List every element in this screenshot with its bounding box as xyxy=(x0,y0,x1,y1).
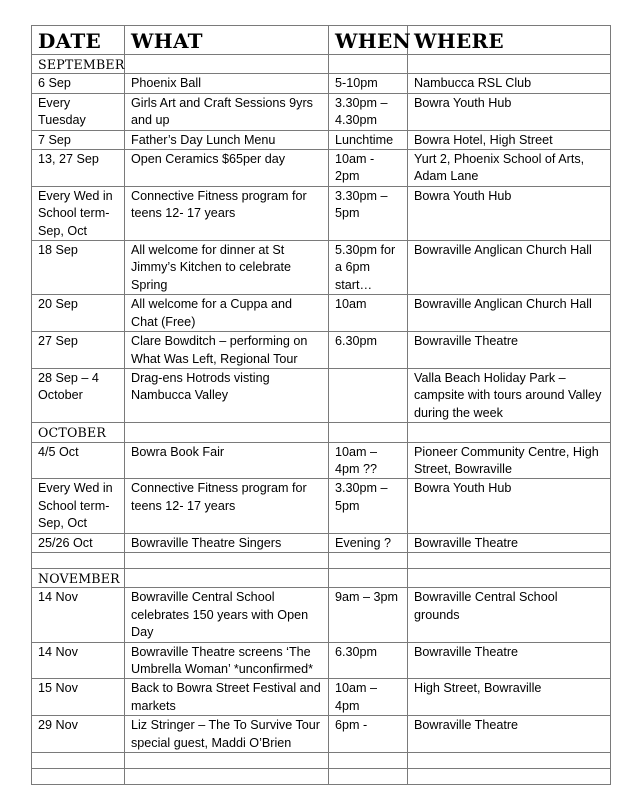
event-row xyxy=(32,150,611,187)
event-date-cell: 27 Sep xyxy=(32,332,125,369)
empty-cell xyxy=(408,753,611,769)
event-date-cell: 14 Nov xyxy=(32,642,125,679)
event-date-cell: Every Wed in School term- Sep, Oct xyxy=(32,186,125,240)
event-row xyxy=(32,295,611,332)
event-date-cell: Every Tuesday xyxy=(32,93,125,130)
empty-cell xyxy=(329,769,408,785)
event-what-cell: Liz Stringer – The To Survive Tour special guest, Maddi O’Brien xyxy=(125,716,329,753)
event-when-cell: 6.30pm xyxy=(329,332,408,369)
empty-cell xyxy=(32,769,125,785)
event-where-cell: Valla Beach Holiday Park – campsite with tours around Valley during the week xyxy=(408,368,611,422)
event-date-cell: 25/26 Oct xyxy=(32,533,125,552)
header-when: WHEN xyxy=(329,26,408,55)
event-row xyxy=(32,130,611,149)
event-what-cell: Back to Bowra Street Festival and markets xyxy=(125,679,329,716)
event-when-cell: 3.30pm – 4.30pm xyxy=(329,93,408,130)
event-date-cell: 4/5 Oct xyxy=(32,442,125,479)
event-date-cell: 20 Sep xyxy=(32,295,125,332)
event-when-cell: 10am – 4pm ?? xyxy=(329,442,408,479)
event-what-cell: Connective Fitness program for teens 12- 17 years xyxy=(125,479,329,533)
empty-cell xyxy=(125,568,329,587)
empty-cell xyxy=(408,769,611,785)
events-table xyxy=(31,25,611,785)
event-when-cell xyxy=(329,368,408,422)
header-date: DATE xyxy=(32,26,125,55)
event-where-cell: Bowra Youth Hub xyxy=(408,93,611,130)
empty-cell xyxy=(125,753,329,769)
event-where-cell: Pioneer Community Centre, High Street, Bowraville xyxy=(408,442,611,479)
event-what-cell: Father’s Day Lunch Menu xyxy=(125,130,329,149)
empty-cell xyxy=(329,423,408,442)
event-date-cell: 7 Sep xyxy=(32,130,125,149)
header-where: WHERE xyxy=(408,26,611,55)
month-label: SEPTEMBER xyxy=(32,55,125,74)
event-row xyxy=(32,533,611,552)
month-section-row xyxy=(32,423,611,442)
empty-cell xyxy=(125,55,329,74)
event-row xyxy=(32,74,611,93)
header-row xyxy=(32,26,611,55)
header-what: WHAT xyxy=(125,26,329,55)
event-what-cell: Drag-ens Hotrods visting Nambucca Valley xyxy=(125,368,329,422)
event-when-cell: 3.30pm – 5pm xyxy=(329,186,408,240)
event-what-cell: Bowraville Theatre Singers xyxy=(125,533,329,552)
empty-cell xyxy=(329,552,408,568)
empty-cell xyxy=(125,769,329,785)
event-when-cell: 3.30pm – 5pm xyxy=(329,479,408,533)
empty-cell xyxy=(408,423,611,442)
event-what-cell: All welcome for a Cuppa and Chat (Free) xyxy=(125,295,329,332)
event-date-cell: 28 Sep – 4 October xyxy=(32,368,125,422)
event-row xyxy=(32,442,611,479)
empty-cell xyxy=(32,753,125,769)
event-row xyxy=(32,716,611,753)
event-when-cell: 5.30pm for a 6pm start… xyxy=(329,241,408,295)
event-where-cell: Bowraville Theatre xyxy=(408,533,611,552)
empty-cell xyxy=(125,552,329,568)
month-section-row xyxy=(32,55,611,74)
spacer-row xyxy=(32,769,611,785)
spacer-row xyxy=(32,753,611,769)
event-where-cell: Bowra Youth Hub xyxy=(408,186,611,240)
event-where-cell: Bowraville Theatre xyxy=(408,332,611,369)
event-what-cell: Bowraville Theatre screens ‘The Umbrella Woman’ *unconfirmed* xyxy=(125,642,329,679)
event-where-cell: Yurt 2, Phoenix School of Arts, Adam Lane xyxy=(408,150,611,187)
event-where-cell: High Street, Bowraville xyxy=(408,679,611,716)
event-when-cell: 6pm - xyxy=(329,716,408,753)
event-what-cell: Open Ceramics $65per day xyxy=(125,150,329,187)
event-what-cell: Girls Art and Craft Sessions 9yrs and up xyxy=(125,93,329,130)
event-what-cell: Bowra Book Fair xyxy=(125,442,329,479)
event-row xyxy=(32,93,611,130)
event-where-cell: Nambucca RSL Club xyxy=(408,74,611,93)
event-what-cell: All welcome for dinner at St Jimmy’s Kitchen to celebrate Spring xyxy=(125,241,329,295)
event-row xyxy=(32,241,611,295)
event-date-cell: 13, 27 Sep xyxy=(32,150,125,187)
empty-cell xyxy=(408,55,611,74)
month-label: OCTOBER xyxy=(32,423,125,442)
event-what-cell: Connective Fitness program for teens 12- 17 years xyxy=(125,186,329,240)
event-date-cell: Every Wed in School term- Sep, Oct xyxy=(32,479,125,533)
event-when-cell: 5-10pm xyxy=(329,74,408,93)
empty-cell xyxy=(329,568,408,587)
event-where-cell: Bowraville Theatre xyxy=(408,716,611,753)
event-what-cell: Bowraville Central School celebrates 150 years with Open Day xyxy=(125,588,329,642)
event-row xyxy=(32,642,611,679)
event-row xyxy=(32,186,611,240)
empty-cell xyxy=(329,55,408,74)
event-when-cell: 9am – 3pm xyxy=(329,588,408,642)
event-date-cell: 14 Nov xyxy=(32,588,125,642)
empty-cell xyxy=(408,568,611,587)
month-label: NOVEMBER xyxy=(32,568,125,587)
events-body xyxy=(32,55,611,785)
event-when-cell: 6.30pm xyxy=(329,642,408,679)
event-when-cell: 10am – 4pm xyxy=(329,679,408,716)
event-row xyxy=(32,679,611,716)
event-when-cell: 10am - 2pm xyxy=(329,150,408,187)
spacer-row xyxy=(32,552,611,568)
empty-cell xyxy=(125,423,329,442)
event-where-cell: Bowra Youth Hub xyxy=(408,479,611,533)
event-date-cell: 15 Nov xyxy=(32,679,125,716)
event-where-cell: Bowraville Anglican Church Hall xyxy=(408,241,611,295)
event-where-cell: Bowra Hotel, High Street xyxy=(408,130,611,149)
event-row xyxy=(32,588,611,642)
empty-cell xyxy=(408,552,611,568)
empty-cell xyxy=(32,552,125,568)
event-where-cell: Bowraville Theatre xyxy=(408,642,611,679)
month-section-row xyxy=(32,568,611,587)
event-what-cell: Clare Bowditch – performing on What Was Left, Regional Tour xyxy=(125,332,329,369)
event-where-cell: Bowraville Central School grounds xyxy=(408,588,611,642)
empty-cell xyxy=(329,753,408,769)
event-where-cell: Bowraville Anglican Church Hall xyxy=(408,295,611,332)
event-date-cell: 18 Sep xyxy=(32,241,125,295)
event-when-cell: Evening ? xyxy=(329,533,408,552)
event-row xyxy=(32,368,611,422)
event-what-cell: Phoenix Ball xyxy=(125,74,329,93)
event-date-cell: 6 Sep xyxy=(32,74,125,93)
event-when-cell: 10am xyxy=(329,295,408,332)
event-row xyxy=(32,332,611,369)
event-row xyxy=(32,479,611,533)
event-when-cell: Lunchtime xyxy=(329,130,408,149)
event-date-cell: 29 Nov xyxy=(32,716,125,753)
